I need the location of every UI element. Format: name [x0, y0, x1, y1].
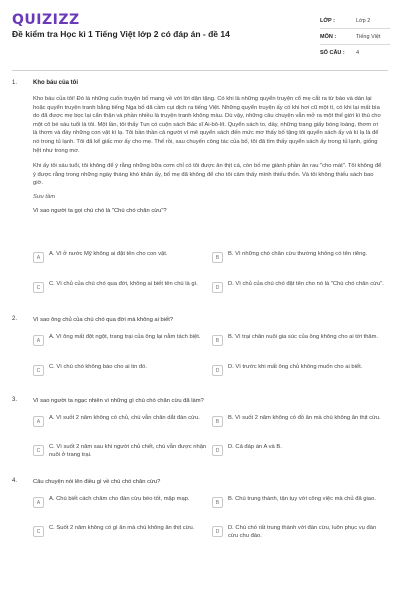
- option-text: A. Chú biết cách chăm cho đàn cừu béo tốt, mập mạp.: [49, 496, 190, 502]
- question-prompt: Vì sao người ta gọi chú chó là "Chú chó chăn cừu"?: [33, 207, 167, 214]
- option-text: D. Vì trước khi mất ông chủ không muốn cho ai biết.: [228, 364, 363, 370]
- option-letter-box: D: [212, 445, 223, 456]
- option-text: C. Vì suốt 2 năm sau khi người chủ chết, chú vẫn được nhận nuôi ở trang trại.: [49, 444, 207, 458]
- passage-paragraph: Kho báu của tôi! Đó là những cuốn truyện bố mang về với lời dặn tặng. Có khi là những quyển truyện cổ mẹ cắt ra từ báo và dán lại hoặc quyển truyện tranh bằng tiếng Nga bố dã cầm cụi dịch ra tiếng Việt. Những quyển truyện ấy có khi hơi cũ một tí, có khi lại mất bìa do đã được mẹ bọc lại cẩn thận và phần nhiều là truyện tranh không màu. Dù vậy, những câu chuyện vẫn mở ra một thế giới kì thú cho một cô bé sáu tuổi là tôi. Một lần, tôi thấy Tun có cuộn sách Bác sĩ Ai-bô-lít. Quyển sách to, dày, những trang giấy bóng loáng, thơm ơi là thơm và đầy những con vật kì lạ. Tôi bần thần cả người vì mê quyển sách đến mức mơ thấy bố tặng tôi quyển sách ấy và kì lạ là để nó trong tủ lạnh. Tôi đã kể giấc mơ ấy cho mẹ. Thế rồi, sau chuyến công tác của bố, tôi đã tìm thấy quyển sách ấy trong tủ lạnh, giống hệt như trong mơ.: [33, 96, 381, 154]
- option-text: B. Vì những chó chăn cừu thường không có tên riêng.: [228, 251, 368, 257]
- meta-row-subject: [320, 29, 390, 45]
- question-prompt: Vì sao ông chủ của chú chó qua đời mà không ai biết?: [33, 317, 174, 323]
- passage-source: Sưu tầm: [33, 193, 56, 200]
- option-letter-box: A: [33, 497, 44, 508]
- answer-option-a[interactable]: [33, 415, 207, 427]
- question-2: [33, 316, 383, 324]
- question-1: [33, 80, 383, 215]
- option-letter-box: D: [212, 282, 223, 293]
- meta-key: SỐ CÂU :: [320, 50, 345, 56]
- answer-option-d[interactable]: [212, 444, 386, 456]
- answer-option-b[interactable]: [212, 334, 386, 346]
- option-letter-box: B: [212, 335, 223, 346]
- option-letter-box: C: [33, 365, 44, 376]
- option-text: A. Vì ở nước Mỹ không ai đặt tên cho con vật.: [49, 251, 168, 257]
- option-text: C. Vì chủ của chú chó qua đời, không ai biết tên chú là gì.: [49, 281, 198, 287]
- option-letter-box: A: [33, 335, 44, 346]
- question-3: [33, 397, 383, 405]
- meta-row-question-count: [320, 45, 390, 61]
- option-text: A. Vì suốt 2 năm không có chủ, chú vẫn chăn dắt đàn cừu.: [49, 415, 200, 421]
- question-number: 3.: [12, 397, 18, 403]
- answer-option-b[interactable]: [212, 415, 386, 427]
- answer-option-d[interactable]: [212, 364, 386, 376]
- meta-key: MÔN :: [320, 33, 337, 40]
- answer-option-a[interactable]: [33, 496, 207, 508]
- option-text: D. Vì chủ của chú chó đặt tên cho nó là "Chú chó chăn cừu".: [228, 281, 384, 287]
- meta-value: 4: [356, 50, 360, 56]
- passage-title: Kho báu của tôi: [33, 80, 78, 86]
- option-text: C. Suốt 2 năm không có gì ăn mà chú không ăn thịt cừu.: [49, 525, 195, 531]
- option-text: B. Vì trại chăn nuôi gia súc của ông không cho ai tới thăm.: [228, 334, 379, 340]
- option-text: B. Vì suốt 2 năm không có đồ ăn mà chú không ăn thịt cừu.: [228, 415, 381, 421]
- option-letter-box: B: [212, 416, 223, 427]
- question-prompt: Câu chuyện nói lên điều gì về chú chó chăn cừu?: [33, 479, 161, 485]
- answer-option-d[interactable]: [212, 281, 386, 293]
- option-letter-box: D: [212, 365, 223, 376]
- answer-option-b[interactable]: [212, 496, 386, 508]
- option-letter-box: C: [33, 282, 44, 293]
- answer-option-a[interactable]: [33, 251, 207, 263]
- answer-option-c[interactable]: [33, 364, 207, 376]
- option-letter-box: A: [33, 252, 44, 263]
- question-number: 1.: [12, 80, 18, 86]
- header-divider: [12, 70, 388, 71]
- answer-option-a[interactable]: [33, 334, 207, 346]
- answer-option-c[interactable]: [33, 444, 207, 459]
- answer-option-c[interactable]: [33, 281, 207, 293]
- quizizz-logo: QUIZIZZ: [12, 12, 80, 28]
- meta-key: LỚP :: [320, 17, 335, 24]
- meta-value: Lớp 2: [356, 17, 371, 24]
- option-letter-box: D: [212, 526, 223, 537]
- worksheet-meta: [320, 13, 390, 61]
- option-letter-box: C: [33, 445, 44, 456]
- option-letter-box: A: [33, 416, 44, 427]
- answer-option-b[interactable]: [212, 251, 386, 263]
- passage-paragraph: Khi ấy tôi sáu tuổi, tôi không để ý rằng những bữa cơm chỉ có tôi được ăn thịt cá, còn bố mẹ giành phần ăn rau "cho mát". Tôi không để ý được rằng trong những ngày tháng khó khăn ấy, bố mẹ đã không để cho tôi cảm thấy mình thiếu thốn. Và tôi không thiếu sách bao giờ.: [33, 163, 382, 187]
- question-number: 4.: [12, 478, 18, 484]
- option-text: A. Vì ông mất đột ngột, trang trại của ông lại nằm tách biệt.: [49, 334, 201, 340]
- option-text: D. Chú chó rất trung thành với đàn cừu, luôn phục vụ đàn cừu chu đáo.: [228, 525, 377, 539]
- answer-option-c[interactable]: [33, 525, 207, 537]
- answer-option-d[interactable]: [212, 525, 386, 540]
- option-letter-box: B: [212, 252, 223, 263]
- option-text: C. Vì chú chó không báo cho ai tin đó.: [49, 364, 147, 370]
- option-letter-box: C: [33, 526, 44, 537]
- question-prompt: Vì sao người ta ngạc nhiên vì những gì chú chó chăn cừu đã làm?: [33, 398, 204, 404]
- option-text: B. Chú trung thành, tận tụy với công việc mà chủ đã giao.: [228, 496, 376, 502]
- question-number: 2.: [12, 316, 18, 322]
- option-letter-box: B: [212, 497, 223, 508]
- worksheet-title: Đề kiểm tra Học kì 1 Tiếng Việt lớp 2 có đáp án - đề 14: [12, 29, 230, 39]
- meta-row-grade: [320, 13, 390, 29]
- worksheet-header: [0, 0, 400, 66]
- question-4: [33, 478, 383, 486]
- option-text: D. Cả đáp án A và B.: [228, 444, 282, 450]
- meta-value: Tiếng Việt: [356, 33, 381, 40]
